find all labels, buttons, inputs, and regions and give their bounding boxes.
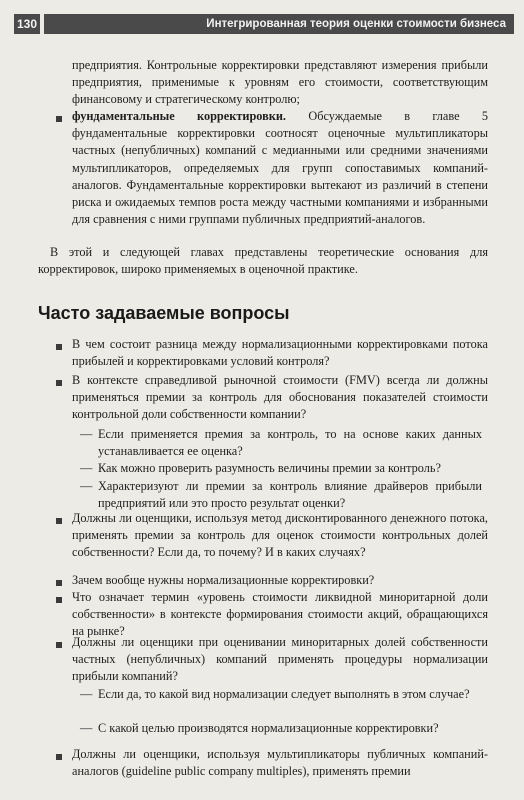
faq-question-3: Должны ли оценщики, используя метод дисконтированного денежного потока, применять премии за контроль для оценок стоимости контрольных долей собственности? Если да, то почему? И в каких случаях?	[72, 511, 488, 560]
fundamental-term: фундаментальные корректировки.	[72, 109, 287, 123]
faq-question-6-sub-1: Если да, то какой вид нормализации следует выполнять в этом случае?	[98, 687, 470, 701]
bullet-icon	[56, 580, 62, 586]
fundamental-adjustments-item	[72, 108, 488, 228]
bullet-icon	[56, 642, 62, 648]
faq-question-2: В контексте справедливой рыночной стоимости (FMV) всегда ли должны применяться премии за контроль для обоснования показателей стоимости контрольной доли собственности компании?	[72, 373, 488, 422]
dash-icon: —	[80, 721, 93, 735]
running-title: Интегрированная теория оценки стоимости бизнеса	[44, 14, 514, 34]
bullet-icon	[56, 754, 62, 760]
bullet-icon	[56, 597, 62, 603]
faq-question-2-sub-1: Если применяется премия за контроль, то на основе каких данных устанавливается ее оценка?	[98, 427, 482, 459]
faq-heading: Часто задаваемые вопросы	[38, 303, 290, 323]
dash-icon: —	[80, 479, 93, 493]
faq-question-5: Что означает термин «уровень стоимости ликвидной миноритарной доли собственности» в контексте формирования стоимости акций, обращающихся на рынке?	[72, 590, 488, 639]
faq-question-1: В чем состоит разница между нормализационными корректировками потока прибылей и корректировками условий контроля?	[72, 337, 488, 369]
bullet-icon	[56, 116, 62, 122]
bullet-icon	[56, 344, 62, 350]
dash-icon: —	[80, 427, 93, 441]
faq-question-6: Должны ли оценщики при оценивании миноритарных долей собственности частных (непубличных) компаний применять процедуры нормализации прибыли компаний?	[72, 635, 488, 684]
faq-question-2-sub-3: Характеризуют ли премии за контроль влияние драйверов прибыли предприятий или это просто результат оценки?	[98, 479, 482, 511]
bullet-icon	[56, 380, 62, 386]
faq-question-2-sub-2: Как можно проверить разумность величины премии за контроль?	[98, 461, 441, 475]
page-number: 130	[14, 14, 40, 34]
bullet-icon	[56, 518, 62, 524]
fundamental-text: Обсуждаемые в главе 5 фундаментальные корректировки соотносят оценочные мультипликаторы частных (непубличных) компаний с медианными или средними значениями мультипликаторов, определяемых для групп сопоставимых компаний-аналогов. Фундаментальные корректировки вытекают из различий в степени риска и ожидаемых темпов роста между частными компаниями и избранными для сравнения с ними группами публичных предприятий-аналогов.	[72, 109, 488, 227]
dash-icon: —	[80, 461, 93, 475]
dash-icon: —	[80, 687, 93, 701]
faq-question-7: Должны ли оценщики, используя мультипликаторы публичных компаний-аналогов (guideline public company multiples), применять премии	[72, 747, 488, 779]
faq-question-4: Зачем вообще нужны нормализационные корректировки?	[72, 573, 375, 587]
intro-paragraph: В этой и следующей главах представлены теоретические основания для корректировок, широко применяемых в оценочной практике.	[38, 245, 488, 277]
continuation-paragraph: предприятия. Контрольные корректировки представляют измерения прибыли предприятия, применимые к уровням его стоимости, соответствующим финансовому и стратегическому контролю;	[72, 58, 488, 107]
faq-question-6-sub-2: С какой целью производятся нормализационные корректировки?	[98, 721, 439, 735]
